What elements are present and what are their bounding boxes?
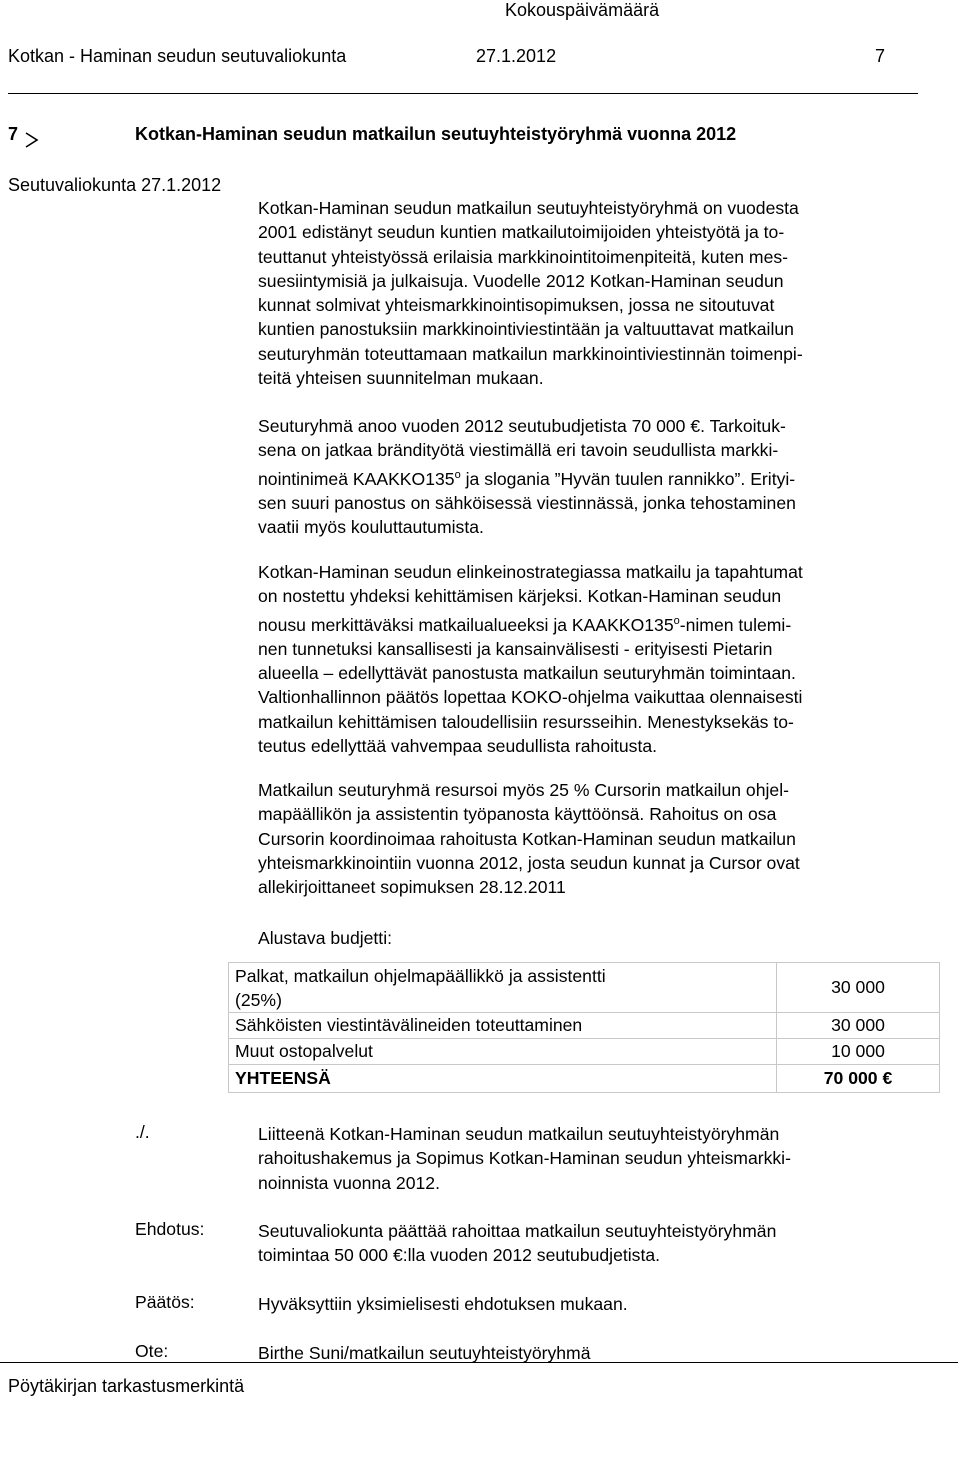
paragraph-line: teutus edellyttää vahvempaa seudullista rahoitusta.: [258, 736, 658, 757]
attachment-text: [258, 1122, 791, 1195]
budget-amount-cell: 30 000: [777, 1013, 940, 1039]
text-fragment: nointinimeä KAAKKO135: [258, 468, 455, 489]
paragraph-line: on nostettu yhdeksi kehittämisen kärjeksi. Kotkan-Haminan seudun: [258, 586, 782, 607]
organization-name: Kotkan - Haminan seudun seutuvaliokunta: [8, 46, 347, 66]
paragraph-line: Cursorin koordinoimaa rahoitusta Kotkan-Haminan seudun matkailun: [258, 828, 796, 849]
decision-text: Hyväksyttiin yksimielisesti ehdotuksen mukaan.: [258, 1294, 628, 1314]
table-row: [229, 1013, 940, 1039]
paragraph-line: allekirjoittaneet sopimuksen 28.12.2011: [258, 877, 566, 898]
superscript: o: [454, 468, 461, 481]
budget-item-cell: [229, 963, 777, 1013]
proposal-text: [258, 1219, 776, 1268]
document-date-label: Kokouspäivämäärä: [505, 0, 660, 20]
budget-table: [228, 962, 940, 1093]
paragraph-line: teitä yhteisen suunnitelman mukaan.: [258, 368, 544, 389]
page-number: 7: [875, 46, 886, 66]
budget-item-line: (25%): [235, 989, 282, 1010]
paragraph-line: Seuturyhmä anoo vuoden 2012 seutubudjetista 70 000 €. Tarkoituk-: [258, 416, 786, 436]
text-fragment: ja slogania ”Hyvän tuulen rannikko”. Erityi-: [460, 468, 796, 489]
meeting-date: 27.1.2012: [476, 46, 557, 66]
paragraph-line: Kotkan-Haminan seudun elinkeinostrategiassa matkailu ja tapahtumat: [258, 562, 803, 582]
paragraph-line: Valtionhallinnon päätös lopettaa KOKO-ohjelma vaikuttaa olennaisesti: [258, 687, 803, 708]
paragraph-line: alueella – edellyttävät panostusta matkailun seuturyhmän toimintaan.: [258, 663, 796, 684]
text-fragment: nousu merkittäväksi matkailualueeksi ja KAAKKO135: [258, 614, 674, 635]
proposal-line: Seutuvaliokunta päättää rahoittaa matkailun seutuyhteistyöryhmän: [258, 1221, 777, 1241]
attachment-line: noinnista vuonna 2012.: [258, 1172, 440, 1193]
paragraph-line: nen tunnetuksi kansallisesti ja kansainvälisesti - erityisesti Pietarin: [258, 638, 773, 659]
paragraph-line: kunnat solmivat yhteismarkkinointisopimuksen, jossa ne sitoutuvat: [258, 295, 775, 316]
paragraph-line: Matkailun seuturyhmä resursoi myös 25 % Cursorin matkailun ohjel-: [258, 780, 789, 800]
paragraph-line: kuntien panostuksiin markkinointiviestintään ja valtuuttavat matkailun: [258, 319, 794, 340]
paragraph-strategy: [258, 560, 910, 758]
budget-item-line: Palkat, matkailun ohjelmapäällikkö ja assistentti: [235, 965, 606, 986]
budget-item-cell: Muut ostopalvelut: [229, 1039, 777, 1065]
paragraph-line: Kotkan-Haminan seudun matkailun seutuyhteistyöryhmä on vuodesta: [258, 198, 799, 218]
paragraph-background: [258, 196, 910, 390]
attachment-line: Liitteenä Kotkan-Haminan seudun matkailun seutuyhteistyöryhmän: [258, 1124, 780, 1144]
paragraph-line: suesiintymisiä ja julkaisuja. Vuodelle 2012 Kotkan-Haminan seudun: [258, 270, 784, 291]
paragraph-line: [258, 609, 910, 637]
meeting-reference: Seutuvaliokunta 27.1.2012: [8, 175, 222, 195]
paragraph-line: matkailun kehittämisen taloudellisiin resursseihin. Menestyksekäs to-: [258, 711, 794, 732]
paragraph-line: [258, 463, 910, 491]
paragraph-line: 2001 edistänyt seudun kuntien matkailutoimijoiden yhteistyötä ja to-: [258, 222, 785, 243]
header-divider: [8, 93, 918, 94]
proposal-line: toimintaa 50 000 €:lla vuoden 2012 seutubudjetista.: [258, 1245, 661, 1266]
paragraph-line: seuturyhmän toteuttamaan matkailun markkinointiviestinnän toimenpi-: [258, 343, 803, 364]
budget-total-amount: 70 000 €: [777, 1065, 940, 1093]
extract-label: Ote:: [135, 1341, 169, 1361]
table-row: [229, 1039, 940, 1065]
section-arrow-icon: [25, 132, 39, 151]
paragraph-resources: [258, 778, 910, 899]
section-title: Kotkan-Haminan seudun matkailun seutuyhteistyöryhmä vuonna 2012: [135, 124, 737, 144]
decision-label: Päätös:: [135, 1292, 195, 1312]
attachment-marker: ./.: [135, 1122, 150, 1142]
budget-amount-cell: 10 000: [777, 1039, 940, 1065]
superscript: o: [673, 614, 680, 627]
paragraph-line: mapäällikön ja assistentin työpanosta käyttöönsä. Rahoitus on osa: [258, 804, 777, 825]
footer-label: Pöytäkirjan tarkastusmerkintä: [8, 1376, 245, 1396]
paragraph-line: yhteismarkkinointiin vuonna 2012, josta seudun kunnat ja Cursor ovat: [258, 852, 800, 873]
paragraph-line: teuttanut yhteistyössä erilaisia markkinointitoimenpiteitä, kuten mes-: [258, 246, 789, 267]
budget-amount-cell: 30 000: [777, 963, 940, 1013]
section-number: 7: [8, 124, 19, 144]
budget-heading: Alustava budjetti:: [258, 928, 392, 948]
budget-item-cell: Sähköisten viestintävälineiden toteuttaminen: [229, 1013, 777, 1039]
table-row-total: [229, 1065, 940, 1093]
budget-total-label: YHTEENSÄ: [229, 1065, 777, 1093]
paragraph-line: vaatii myös kouluttautumista.: [258, 517, 484, 538]
paragraph-budget-request: [258, 414, 910, 539]
attachment-line: rahoitushakemus ja Sopimus Kotkan-Haminan seudun yhteismarkki-: [258, 1148, 791, 1169]
paragraph-line: sena on jatkaa brändityötä viestimällä eri tavoin seudullista markki-: [258, 440, 779, 461]
text-fragment: -nimen tulemi-: [679, 614, 792, 635]
table-row: [229, 963, 940, 1013]
paragraph-line: sen suuri panostus on sähköisessä viestinnässä, jonka tehostaminen: [258, 492, 796, 513]
proposal-label: Ehdotus:: [135, 1219, 205, 1239]
extract-text: Birthe Suni/matkailun seutuyhteistyöryhmä: [258, 1343, 591, 1363]
